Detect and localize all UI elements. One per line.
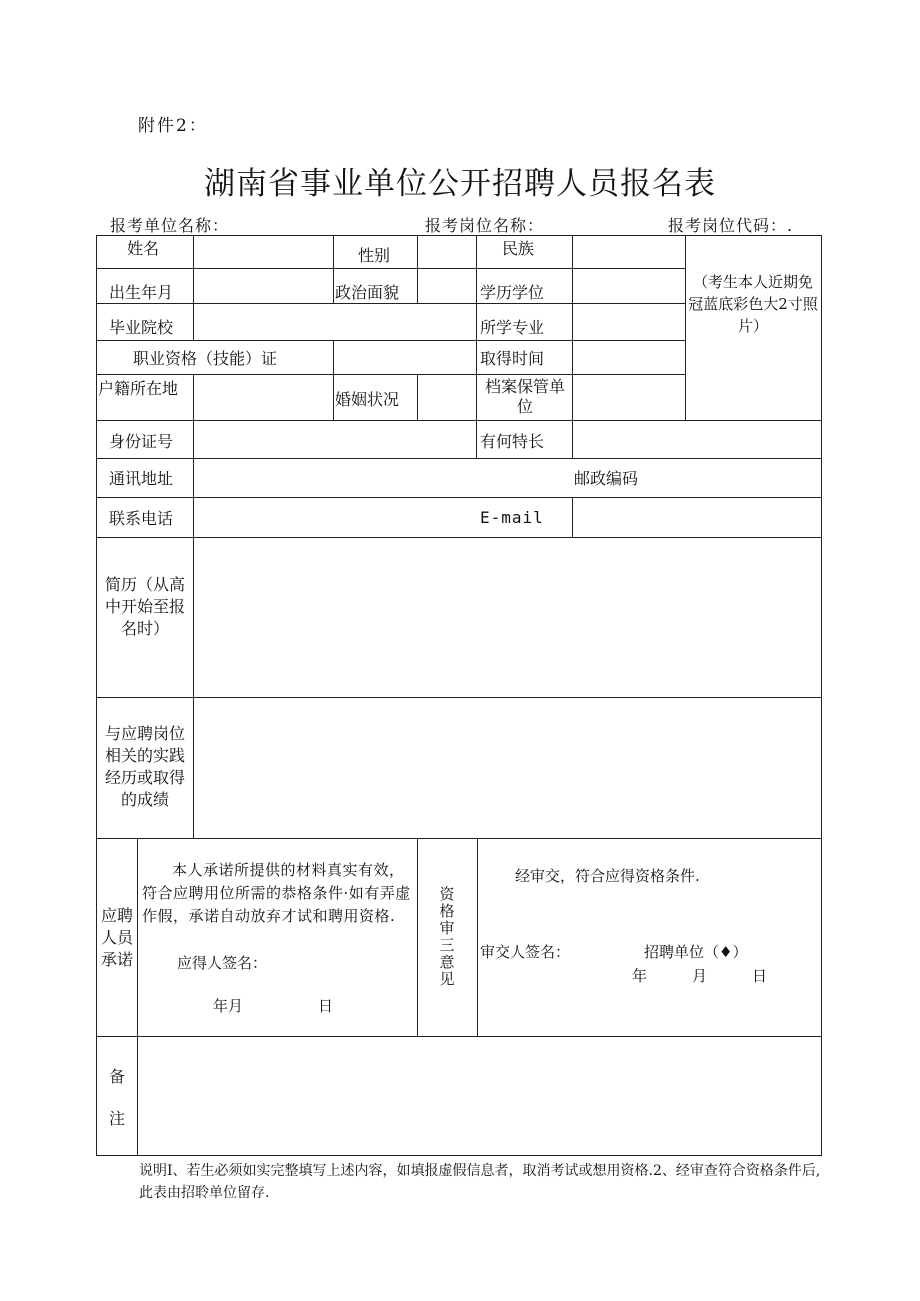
specialty-label: 有何特长 <box>480 432 545 451</box>
grid-line <box>333 235 334 303</box>
grid-line <box>96 303 685 304</box>
archive-label: 档案保管单位 <box>484 377 565 416</box>
grid-line <box>476 235 477 458</box>
photo-note: （考生本人近期免冠蓝底彩色大2寸照片） <box>688 273 818 335</box>
grid-line <box>96 838 822 839</box>
review-text: 经审交，符合应得资格条件. <box>515 867 700 885</box>
table-border-bottom <box>96 1155 822 1156</box>
table-border-top <box>96 235 822 236</box>
address-label: 通讯地址 <box>109 469 174 488</box>
grid-line <box>96 374 685 375</box>
grid-line <box>193 235 194 340</box>
review-label: 资格审三意见 <box>439 885 455 988</box>
review-date: 年 月 日 <box>632 967 768 985</box>
grid-line <box>417 374 418 420</box>
grid-line <box>477 838 478 1036</box>
birth-label: 出生年月 <box>109 283 174 302</box>
applicant-signature-label: 应得人签名： <box>177 954 268 972</box>
applicant-date: 年月 日 <box>213 997 334 1015</box>
email-label: E-mail <box>480 508 544 527</box>
post-code-label: 报考岗位代码：. <box>668 216 794 235</box>
grid-line <box>572 497 573 537</box>
grid-line <box>96 268 685 269</box>
resume-label: 简历（从高中开始至报名时） <box>104 575 185 638</box>
grid-line <box>96 1036 822 1037</box>
footer-note: 说明I、若生必须如实完整填写上述内容，如填报虚假信息者，取消考试或想用资格.2、经审查符合资格条件后,此表由招聆单位留存. <box>139 1163 821 1201</box>
unit-name-label: 报考单位名称： <box>110 216 230 235</box>
politics-label: 政治面貌 <box>335 283 400 302</box>
name-label: 姓名 <box>127 239 160 258</box>
grid-line <box>96 537 822 538</box>
postcode-label: 邮政编码 <box>574 469 639 488</box>
table-border-right <box>821 235 822 1156</box>
recruit-unit-seal: 招聘单位（♦） <box>644 943 748 961</box>
id-label: 身份证号 <box>109 432 174 451</box>
major-label: 所学专业 <box>480 318 545 337</box>
phone-label: 联系电话 <box>109 509 174 528</box>
grid-line <box>96 697 822 698</box>
remarks-label: 备注 <box>108 1067 125 1128</box>
gender-label: 性别 <box>358 246 391 265</box>
ethnicity-label: 民族 <box>502 239 535 258</box>
hukou-label: 户籍所在地 <box>98 379 179 398</box>
page-title: 湖南省事业单位公开招聘人员报名表 <box>204 166 716 202</box>
grid-line <box>572 235 573 458</box>
obtain-time-label: 取得时间 <box>480 349 545 368</box>
grid-line <box>96 340 685 341</box>
grid-line <box>333 340 334 420</box>
qualification-label: 职业资格（技能）证 <box>133 349 278 368</box>
grid-line <box>96 420 822 421</box>
grid-line <box>137 838 138 1156</box>
attachment-label: 附件2： <box>138 116 208 136</box>
grid-line <box>96 458 822 459</box>
post-name-label: 报考岗位名称： <box>425 216 545 235</box>
grid-line <box>417 235 418 303</box>
grid-line <box>96 497 822 498</box>
commitment-label: 应聘人员承诺 <box>100 906 133 969</box>
reviewer-signature-label: 审交人签名： <box>480 943 571 961</box>
grid-line <box>193 374 194 838</box>
education-label: 学历学位 <box>480 283 545 302</box>
commitment-text: 本人承诺所提供的材料真实有效，符合应聘用位所需的恭格条件·如有弄虚作假，承诺自动放弃才试和聘用资格. <box>142 861 411 925</box>
grid-line <box>417 838 418 1036</box>
school-label: 毕业院校 <box>109 318 174 337</box>
grid-line <box>685 235 686 420</box>
practice-label: 与应聘岗位相关的实践经历或取得的成绩 <box>104 724 185 809</box>
marital-label: 婚姻状况 <box>335 390 400 409</box>
